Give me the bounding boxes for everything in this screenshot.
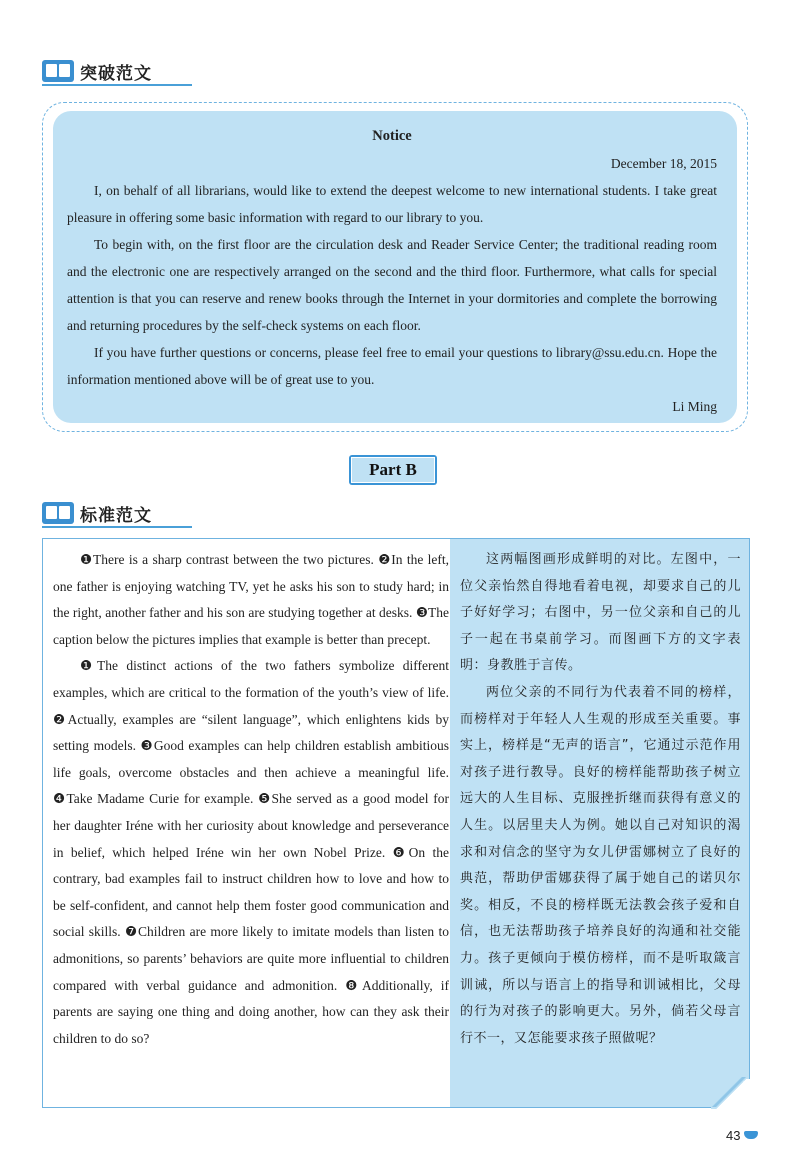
graduation-cap-icon xyxy=(744,1131,758,1139)
translation-paragraph: 这两幅图画形成鲜明的对比。左图中，一位父亲怡然自得地看着电视，却要求自己的儿子好好学习；右图中，另一位父亲和自己的儿子一起在书桌前学习。而图画下方的文字表明：身教胜于言传。 xyxy=(460,552,741,674)
essay-chinese xyxy=(450,539,749,1107)
notice-box xyxy=(42,102,748,432)
notice-signature: Li Ming xyxy=(672,399,717,414)
section-header-standard xyxy=(42,500,192,528)
book-icon xyxy=(42,60,74,82)
section-title: 突破范文 xyxy=(80,63,152,84)
book-icon xyxy=(42,502,74,524)
section-header-breakthrough xyxy=(42,58,192,86)
notice-paragraph: If you have further questions or concerns, please feel free to email your questions to library@ssu.edu.cn. Hope the information mentioned above will be of great use to you. xyxy=(67,345,717,387)
essay-paragraph: ❶The distinct actions of the two fathers symbolize different examples, which are critical to the formation of the youth’s view of life. ❷Actually, examples are “silent language”, which enlightens kids by setting models. ❸Good examples can help children establish ambitious life goals, overcome obstacles and then achieve a meaningful life. ❹Take Madame Curie for example. ❺She served as a good model for her daughter Iréne with her curiosity about knowledge and perseverance in belief, which helped Iréne win her own Nobel Prize. ❻On the contrary, bad examples fail to instruct children how to love and how to be self-confident, and cannot help them foster good communication and social skills. ❼Children are more likely to imitate models than listen to admonitions, so parents’ behaviors are quite more influential to children compared with verbal guidance and admonition. ❽Additionally, if parents are saying one thing and doing another, how can they ask their children to do so? xyxy=(53,658,449,1046)
essay-paragraph: ❶There is a sharp contrast between the two pictures. ❷In the left, one father is enjoying watching TV, yet he asks his son to study hard; in the right, another father and his son are studying together at desks. ❸The caption below the pictures implies that example is better than precept. xyxy=(53,552,449,647)
translation-paragraph: 两位父亲的不同行为代表着不同的榜样，而榜样对于年轻人人生观的形成至关重要。事实上，榜样是“无声的语言”，它通过示范作用对孩子进行教导。良好的榜样能帮助孩子树立远大的人生目标、克服挫折继而获得有意义的人生。以居里夫人为例。她以自己对知识的渴求和对信念的坚守为女儿伊雷娜树立了良好的典范，帮助伊雷娜获得了属于她自己的诺贝尔奖。相反，不良的榜样既无法教会孩子爱和自信，也无法帮助孩子培养良好的沟通和社交能力。孩子更倾向于模仿榜样，而不是听取箴言训诫，所以与语言上的指导和训诫相比，父母的行为对孩子的影响更大。另外，倘若父母言行不一，又怎能要求孩子照做呢？ xyxy=(460,684,741,1046)
part-badge xyxy=(349,455,437,485)
notice-paragraph: To begin with, on the first floor are the circulation desk and Reader Service Center; the traditional reading room and the electronic one are respectively arranged on the second and the third floor. Furthermore, what calls for special attention is that you can reserve and renew books through the Internet in your dormitories and complete the borrowing and returning procedures by the self-check systems on each floor. xyxy=(67,237,717,333)
essay-box xyxy=(42,538,750,1108)
notice-title: Notice xyxy=(372,128,412,144)
notice-panel xyxy=(53,111,737,423)
part-label: Part B xyxy=(351,457,435,483)
notice-paragraph: I, on behalf of all librarians, would like to extend the deepest welcome to new international students. I take great pleasure in offering some basic information with regard to our library to you. xyxy=(67,183,717,225)
page-curl-edge xyxy=(709,1077,749,1107)
notice-date: December 18, 2015 xyxy=(610,156,717,171)
page-number: 43 xyxy=(726,1128,741,1143)
section-title: 标准范文 xyxy=(80,505,152,526)
essay-english xyxy=(53,547,449,1052)
